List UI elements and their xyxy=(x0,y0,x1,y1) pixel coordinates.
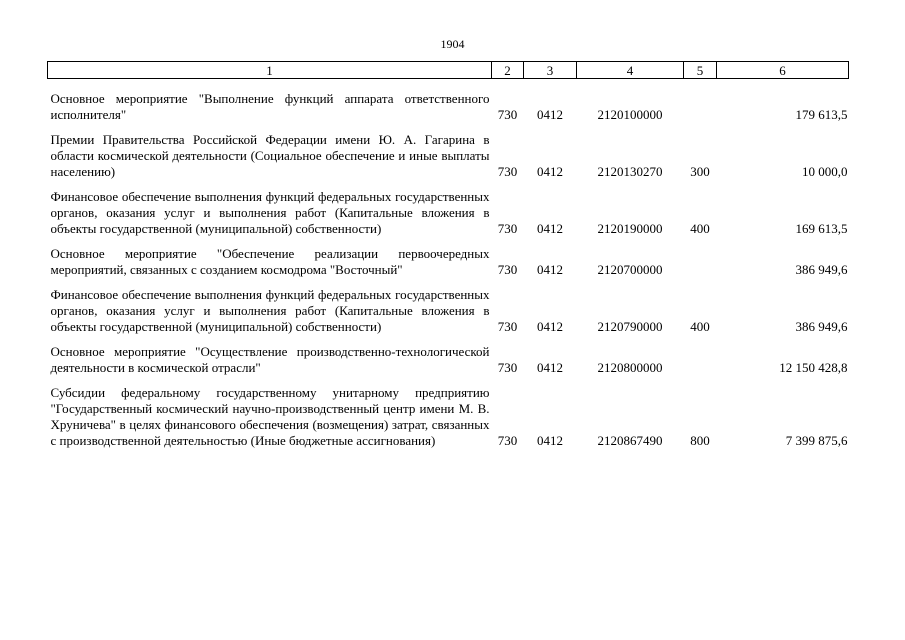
amount: 7 399 875,6 xyxy=(785,433,848,448)
budget-table xyxy=(47,61,849,449)
ministry-code: 730 xyxy=(497,360,518,375)
column-header: 6 xyxy=(717,62,849,79)
target-code: 2120867490 xyxy=(597,433,663,448)
target-code: 2120190000 xyxy=(597,221,663,236)
ministry-code: 730 xyxy=(497,164,518,179)
table-row xyxy=(48,246,849,278)
table-row xyxy=(48,189,849,237)
target-code: 2120700000 xyxy=(597,262,663,277)
table-row xyxy=(48,287,849,335)
row-description: Финансовое обеспечение выполнения функций федеральных государственных органов, оказания услуг и выполнения работ (Капитальные вложения в объекты государственной (муниципальной) собственности) xyxy=(50,287,490,334)
row-description: Финансовое обеспечение выполнения функций федеральных государственных органов, оказания услуг и выполнения работ (Капитальные вложения в объекты государственной (муниципальной) собственности) xyxy=(50,189,490,236)
column-header: 1 xyxy=(48,62,492,79)
table-row xyxy=(48,385,849,449)
expense-type-code: 400 xyxy=(690,221,710,236)
section-code: 0412 xyxy=(537,319,563,334)
column-header: 5 xyxy=(684,62,717,79)
column-header: 4 xyxy=(577,62,684,79)
target-code: 2120130270 xyxy=(597,164,663,179)
section-code: 0412 xyxy=(537,221,563,236)
amount: 179 613,5 xyxy=(795,107,848,122)
ministry-code: 730 xyxy=(497,221,518,236)
expense-type-code xyxy=(684,344,717,376)
amount: 12 150 428,8 xyxy=(779,360,848,375)
table-row xyxy=(48,132,849,180)
row-description: Основное мероприятие "Выполнение функций аппарата ответственного исполнителя" xyxy=(50,91,490,122)
amount: 386 949,6 xyxy=(795,319,848,334)
page-number: 1904 xyxy=(440,37,465,51)
row-description: Субсидии федеральному государственному унитарному предприятию "Государственный космический научно-производственный центр имени М. В. Хруничева" в целях финансового обеспечения (возмещения) затрат, связанных с производственной деятельностью (Иные бюджетные ассигнования) xyxy=(50,385,490,448)
column-number-row xyxy=(48,62,849,79)
amount: 10 000,0 xyxy=(802,164,848,179)
ministry-code: 730 xyxy=(497,319,518,334)
ministry-code: 730 xyxy=(497,107,518,122)
expense-type-code xyxy=(684,246,717,278)
target-code: 2120790000 xyxy=(597,319,663,334)
table-row xyxy=(48,344,849,376)
expense-type-code: 300 xyxy=(690,164,710,179)
row-description: Премии Правительства Российской Федерации имени Ю. А. Гагарина в области космической деятельности (Социальное обеспечение и иные выплаты населению) xyxy=(50,132,490,179)
column-header: 3 xyxy=(524,62,577,79)
amount: 169 613,5 xyxy=(795,221,848,236)
column-header: 2 xyxy=(492,62,524,79)
section-code: 0412 xyxy=(537,360,563,375)
row-description: Основное мероприятие "Обеспечение реализации первоочередных мероприятий, связанных с созданием космодрома "Восточный" xyxy=(50,246,490,277)
target-code: 2120100000 xyxy=(597,107,663,122)
target-code: 2120800000 xyxy=(597,360,663,375)
amount: 386 949,6 xyxy=(795,262,848,277)
expense-type-code xyxy=(684,91,717,123)
row-description: Основное мероприятие "Осуществление производственно-технологической деятельности в космической отрасли" xyxy=(50,344,490,375)
expense-type-code: 400 xyxy=(690,319,710,334)
section-code: 0412 xyxy=(537,107,563,122)
ministry-code: 730 xyxy=(497,433,518,448)
table-row xyxy=(48,91,849,123)
section-code: 0412 xyxy=(537,164,563,179)
ministry-code: 730 xyxy=(497,262,518,277)
section-code: 0412 xyxy=(537,433,563,448)
expense-type-code: 800 xyxy=(690,433,710,448)
section-code: 0412 xyxy=(537,262,563,277)
